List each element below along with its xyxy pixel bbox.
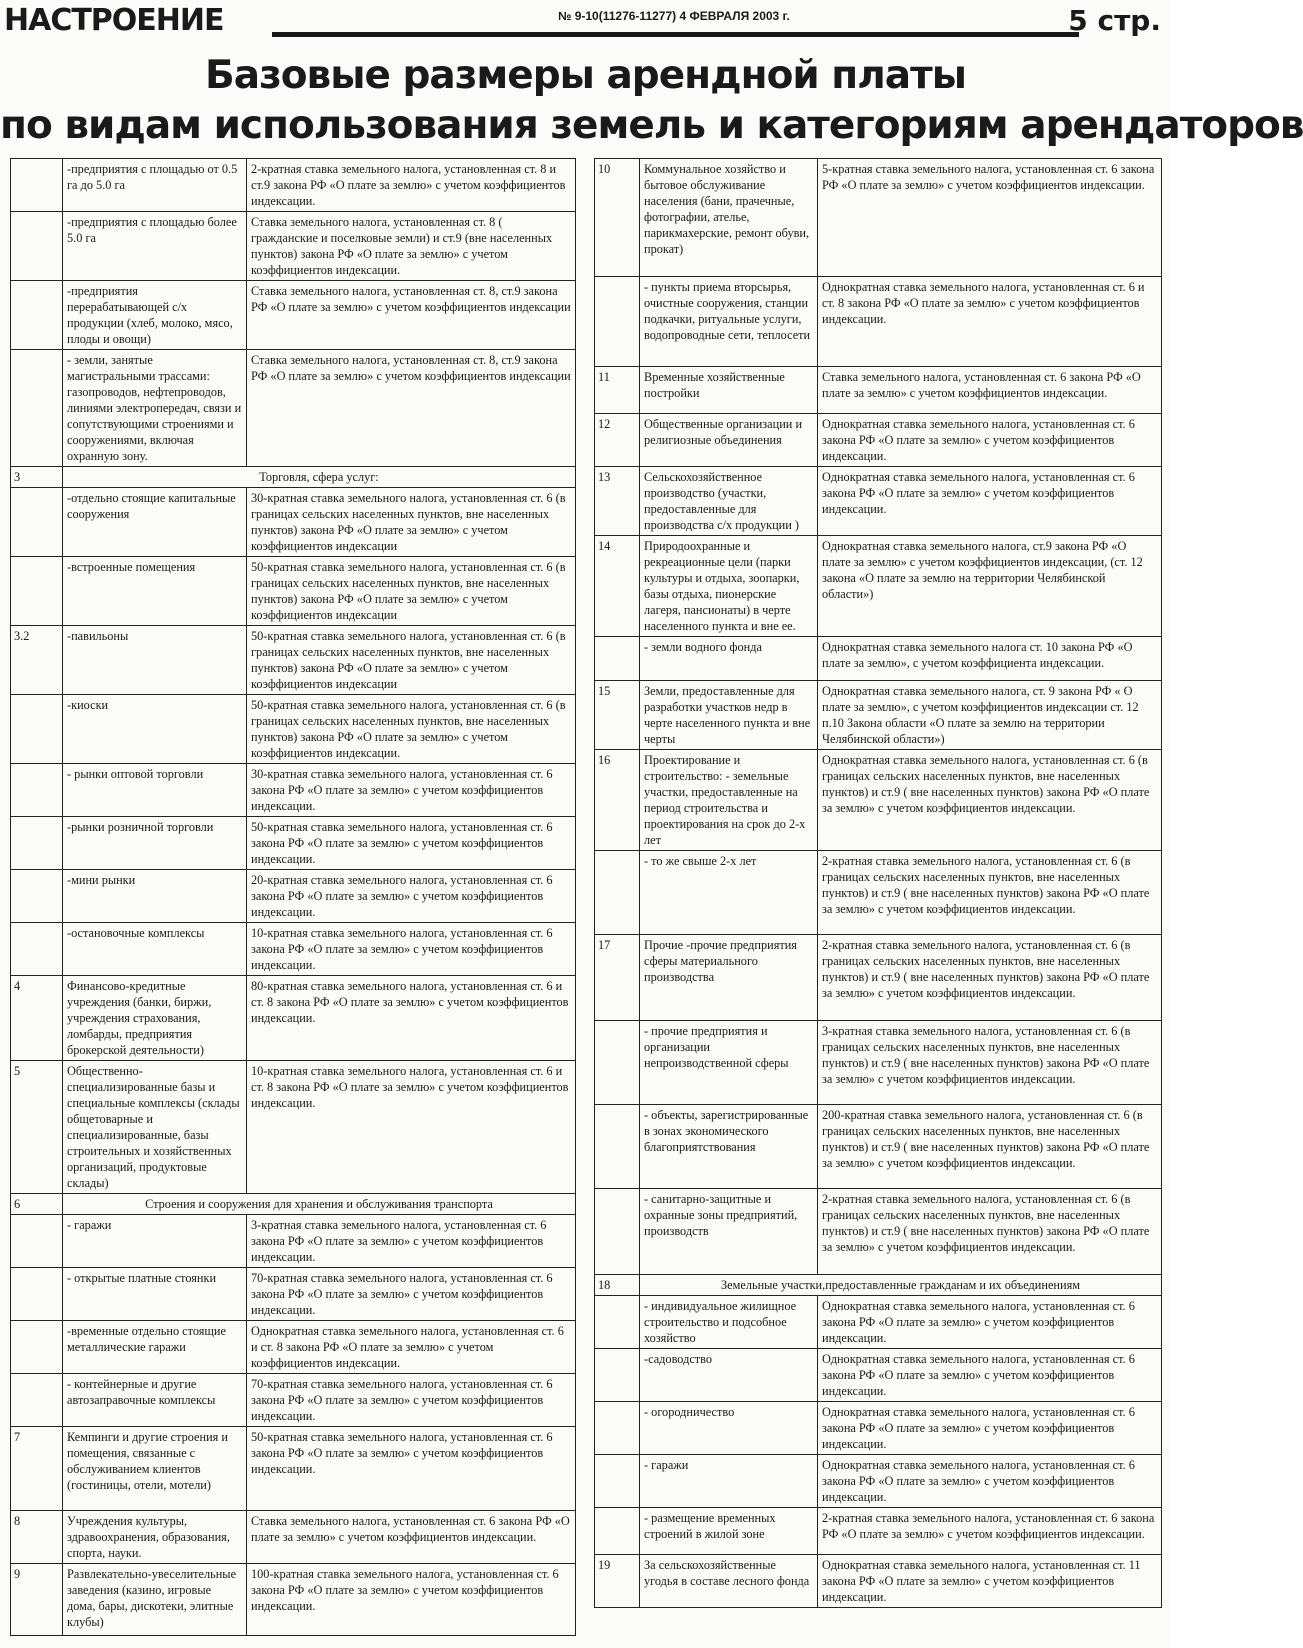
row-number-cell: 10	[595, 159, 640, 277]
rate-cell: Однократная ставка земельного налога, установленная ст. 6 закона РФ «О плате за землю» с учетом коэффициентов индексации.	[818, 1349, 1162, 1402]
rate-cell: Ставка земельного налога, установленная ст. 8, ст.9 закона РФ «О плате за землю» с учетом коэффициентов индексации	[247, 281, 576, 350]
page-number: 5 стр.	[1068, 4, 1161, 37]
land-use-cell: - гаражи	[640, 1455, 818, 1508]
table-row	[595, 1021, 1162, 1105]
land-use-cell: Прочие -прочие предприятия сферы материального производства	[640, 935, 818, 1021]
rate-cell: 50-кратная ставка земельного налога, установленная ст. 6 закона РФ «О плате за землю» с учетом коэффициентов индексации.	[247, 1427, 576, 1511]
land-use-cell: - пункты приема вторсырья, очистные сооружения, станции подкачки, ритуальные услуги, водопроводные сети, теплосети	[640, 277, 818, 367]
row-number-cell: 3	[11, 467, 63, 488]
land-use-cell: Коммунальное хозяйство и бытовое обслуживание населения (бани, прачечные, фотографии, ателье, парикмахерские, ремонт обуви, прокат)	[640, 159, 818, 277]
land-use-cell: Развлекательно-увеселительные заведения (казино, игровые дома, бары, дискотеки, элитные клубы)	[63, 1564, 247, 1636]
rate-cell: Однократная ставка земельного налога, установленная ст. 6 закона РФ «О плате за землю» с учетом коэффициентов индексации.	[818, 1296, 1162, 1349]
table-row	[11, 350, 576, 467]
row-number-cell	[595, 1296, 640, 1349]
table-row	[595, 1296, 1162, 1349]
land-use-cell: Финансово-кредитные учреждения (банки, биржи, учреждения страхования, ломбарды, предприятия брокерской деятельности)	[63, 976, 247, 1061]
row-number-cell	[11, 557, 63, 626]
land-use-cell: -садоводство	[640, 1349, 818, 1402]
row-number-cell: 14	[595, 536, 640, 637]
land-use-cell: -остановочные комплексы	[63, 923, 247, 976]
table-row	[595, 851, 1162, 935]
land-use-cell: - земли водного фонда	[640, 637, 818, 681]
land-use-cell: - санитарно-защитные и охранные зоны предприятий, производств	[640, 1189, 818, 1275]
table-row	[595, 367, 1162, 414]
table-row	[11, 1564, 576, 1636]
row-number-cell: 18	[595, 1275, 640, 1296]
rate-cell: 2-кратная ставка земельного налога, установленная ст. 8 и ст.9 закона РФ «О плате за землю» с учетом коэффициентов индексации.	[247, 159, 576, 212]
right-column	[594, 158, 1162, 1608]
rate-cell: Однократная ставка земельного налога ст. 10 закона РФ «О плате за землю», с учетом коэффициента индексации.	[818, 637, 1162, 681]
rate-cell: 50-кратная ставка земельного налога, установленная ст. 6 (в границах сельских населенных пунктов, вне населенных пунктов) закона РФ «О плате за землю» с учетом коэффициентов индексации.	[247, 695, 576, 764]
table-row	[595, 1105, 1162, 1189]
rate-cell: Однократная ставка земельного налога, установленная ст. 6 (в границах сельских населенных пунктов, вне населенных пунктов) и ст.9 ( вне населенных пунктов) закона РФ «О плате за землю» с учетом коэффициентов индексации.	[818, 750, 1162, 851]
row-number-cell: 4	[11, 976, 63, 1061]
land-use-cell: -временные отдельно стоящие металлические гаражи	[63, 1321, 247, 1374]
rate-cell: Однократная ставка земельного налога, установленная ст. 6 закона РФ «О плате за землю» с учетом коэффициентов индексации.	[818, 1402, 1162, 1455]
row-number-cell: 15	[595, 681, 640, 750]
row-number-cell	[11, 212, 63, 281]
land-use-cell: -предприятия перерабатывающей с/х продукции (хлеб, молоко, мясо, плоды и овощи)	[63, 281, 247, 350]
row-number-cell	[11, 159, 63, 212]
row-number-cell: 17	[595, 935, 640, 1021]
rate-cell: 10-кратная ставка земельного налога, установленная ст. 6 закона РФ «О плате за землю» с учетом коэффициентов индексации.	[247, 923, 576, 976]
table-row	[11, 1321, 576, 1374]
land-use-cell: Проектирование и строительство: - земельные участки, предоставленные на период строительства и проектирования на срок до 2-х лет	[640, 750, 818, 851]
rate-cell: 3-кратная ставка земельного налога, установленная ст. 6 (в границах сельских населенных пунктов, вне населенных пунктов) и ст.9 ( вне населенных пунктов) закона РФ «О плате за землю» с учетом коэффициентов индексации.	[818, 1021, 1162, 1105]
rate-cell: 30-кратная ставка земельного налога, установленная ст. 6 закона РФ «О плате за землю» с учетом коэффициентов индексации.	[247, 764, 576, 817]
row-number-cell	[11, 764, 63, 817]
table-row	[595, 467, 1162, 536]
land-use-cell: - индивидуальное жилищное строительство и подсобное хозяйство	[640, 1296, 818, 1349]
land-use-cell: -павильоны	[63, 626, 247, 695]
land-use-cell: - размещение временных строений в жилой зоне	[640, 1508, 818, 1555]
row-number-cell	[11, 488, 63, 557]
row-number-cell	[11, 1268, 63, 1321]
land-use-cell: - огородничество	[640, 1402, 818, 1455]
rate-cell: 2-кратная ставка земельного налога, установленная ст. 6 закона РФ «О плате за землю» с учетом коэффициентов индексации.	[818, 1508, 1162, 1555]
table-row	[11, 159, 576, 212]
land-use-cell: - земли, занятые магистральными трассами: газопроводов, нефтепроводов, линиями электропередач, связи и сопутствующими строениями и сооружениями, включая охранную зону.	[63, 350, 247, 467]
table-row	[11, 1215, 576, 1268]
table-row	[595, 1349, 1162, 1402]
rate-cell: 10-кратная ставка земельного налога, установленная ст. 6 и ст. 8 закона РФ «О плате за землю» с учетом коэффициентов индексации.	[247, 1061, 576, 1194]
rate-cell: 100-кратная ставка земельного налога, установленная ст. 6 закона РФ «О плате за землю» с учетом коэффициентов индексации.	[247, 1564, 576, 1636]
section-row	[11, 1194, 576, 1215]
land-use-cell: - объекты, зарегистрированные в зонах экономического благоприятствования	[640, 1105, 818, 1189]
land-use-cell: -отдельно стоящие капитальные сооружения	[63, 488, 247, 557]
row-number-cell	[11, 350, 63, 467]
rate-cell: 30-кратная ставка земельного налога, установленная ст. 6 (в границах сельских населенных пунктов, вне населенных пунктов) закона РФ «О плате за землю» с учетом коэффициентов индексации	[247, 488, 576, 557]
rates-table-right	[594, 158, 1162, 1608]
row-number-cell	[11, 870, 63, 923]
table-row	[11, 1268, 576, 1321]
rate-cell: 200-кратная ставка земельного налога, установленная ст. 6 (в границах сельских населенных пунктов, вне населенных пунктов) и ст.9 ( вне населенных пунктов) закона РФ «О плате за землю» с учетом коэффициентов индексации.	[818, 1105, 1162, 1189]
row-number-cell	[11, 1215, 63, 1268]
table-row	[595, 1455, 1162, 1508]
land-use-cell: - гаражи	[63, 1215, 247, 1268]
land-use-cell: -встроенные помещения	[63, 557, 247, 626]
rate-cell: Ставка земельного налога, установленная ст. 8 ( гражданские и поселковые земли) и ст.9 (вне населенных пунктов) закона РФ «О плате за землю» с учетом коэффициентов индексации.	[247, 212, 576, 281]
land-use-cell: За сельскохозяйственные угодья в составе лесного фонда	[640, 1555, 818, 1608]
row-number-cell: 16	[595, 750, 640, 851]
rate-cell: Однократная ставка земельного налога, ст.9 закона РФ «О плате за землю» с учетом коэффициентов индексации, (ст. 12 закона «О плате за землю на территории Челябинской области»)	[818, 536, 1162, 637]
rate-cell: Ставка земельного налога, установленная ст. 6 закона РФ «О плате за землю» с учетом коэффициентов индексации.	[818, 367, 1162, 414]
rate-cell: Однократная ставка земельного налога, установленная ст. 6 и ст. 8 закона РФ «О плате за землю» с учетом коэффициентов индексации.	[818, 277, 1162, 367]
rate-cell: Ставка земельного налога, установленная ст. 8, ст.9 закона РФ «О плате за землю» с учетом коэффициентов индексации	[247, 350, 576, 467]
row-number-cell	[11, 695, 63, 764]
row-number-cell: 19	[595, 1555, 640, 1608]
table-row	[11, 923, 576, 976]
row-number-cell	[595, 277, 640, 367]
land-use-cell: - рынки оптовой торговли	[63, 764, 247, 817]
row-number-cell	[595, 1021, 640, 1105]
section-row	[595, 1275, 1162, 1296]
table-row	[595, 159, 1162, 277]
table-row	[11, 1427, 576, 1511]
table-row	[11, 695, 576, 764]
headline-line-2: по видам использования земель и категориям арендаторов	[0, 103, 1303, 148]
table-row	[11, 626, 576, 695]
land-use-cell: - прочие предприятия и организации непроизводственной сферы	[640, 1021, 818, 1105]
row-number-cell: 12	[595, 414, 640, 467]
land-use-cell: Земли, предоставленные для разработки участков недр в черте населенного пункта и вне черты	[640, 681, 818, 750]
masthead-rule	[272, 32, 1079, 37]
land-use-cell: -предприятия с площадью от 0.5 га до 5.0 га	[63, 159, 247, 212]
section-row	[11, 467, 576, 488]
row-number-cell	[595, 637, 640, 681]
row-number-cell: 6	[11, 1194, 63, 1215]
row-number-cell	[595, 1349, 640, 1402]
section-heading-cell: Земельные участки,предоставленные гражданам и их объединениям	[640, 1275, 1162, 1296]
land-use-cell: Временные хозяйственные постройки	[640, 367, 818, 414]
land-use-cell: - открытые платные стоянки	[63, 1268, 247, 1321]
rate-cell: 50-кратная ставка земельного налога, установленная ст. 6 закона РФ «О плате за землю» с учетом коэффициентов индексации.	[247, 817, 576, 870]
row-number-cell: 8	[11, 1511, 63, 1564]
table-row	[595, 277, 1162, 367]
rate-cell: 3-кратная ставка земельного налога, установленная ст. 6 закона РФ «О плате за землю» с учетом коэффициентов индексации.	[247, 1215, 576, 1268]
section-heading-cell: Строения и сооружения для хранения и обслуживания транспорта	[63, 1194, 576, 1215]
row-number-cell	[11, 1321, 63, 1374]
rate-cell: 50-кратная ставка земельного налога, установленная ст. 6 (в границах сельских населенных пунктов, вне населенных пунктов) закона РФ «О плате за землю» с учетом коэффициентов индексации	[247, 626, 576, 695]
land-use-cell: Общественно-специализированные базы и специальные комплексы (склады общетоварные и специализированные, базы строительных и хозяйственных организаций, продуктовые склады)	[63, 1061, 247, 1194]
land-use-cell: Кемпинги и другие строения и помещения, связанные с обслуживанием клиентов (гостиницы, отели, мотели)	[63, 1427, 247, 1511]
rate-cell: 2-кратная ставка земельного налога, установленная ст. 6 (в границах сельских населенных пунктов, вне населенных пунктов) и ст.9 ( вне населенных пунктов) закона РФ «О плате за землю» с учетом коэффициентов индексации.	[818, 935, 1162, 1021]
table-row	[595, 414, 1162, 467]
left-column	[10, 158, 576, 1636]
rate-cell: Однократная ставка земельного налога, установленная ст. 6 закона РФ «О плате за землю» с учетом коэффициентов индексации.	[818, 1455, 1162, 1508]
land-use-cell: -мини рынки	[63, 870, 247, 923]
table-row	[11, 764, 576, 817]
table-row	[11, 557, 576, 626]
row-number-cell	[595, 1189, 640, 1275]
row-number-cell	[595, 1105, 640, 1189]
land-use-cell: -рынки розничной торговли	[63, 817, 247, 870]
section-heading-cell: Торговля, сфера услуг:	[63, 467, 576, 488]
row-number-cell	[595, 1508, 640, 1555]
rate-cell: 70-кратная ставка земельного налога, установленная ст. 6 закона РФ «О плате за землю» с учетом коэффициентов индексации.	[247, 1268, 576, 1321]
rate-cell: 2-кратная ставка земельного налога, установленная ст. 6 (в границах сельских населенных пунктов, вне населенных пунктов) и ст.9 ( вне населенных пунктов) закона РФ «О плате за землю» с учетом коэффициентов индексации.	[818, 1189, 1162, 1275]
table-row	[11, 281, 576, 350]
row-number-cell	[595, 1402, 640, 1455]
row-number-cell	[595, 851, 640, 935]
table-row	[595, 1402, 1162, 1455]
land-use-cell: -киоски	[63, 695, 247, 764]
table-row	[11, 817, 576, 870]
table-row	[11, 1374, 576, 1427]
row-number-cell: 13	[595, 467, 640, 536]
row-number-cell: 9	[11, 1564, 63, 1636]
table-row	[595, 681, 1162, 750]
rate-cell: 5-кратная ставка земельного налога, установленная ст. 6 закона РФ «О плате за землю» с учетом коэффициентов индексации.	[818, 159, 1162, 277]
table-row	[595, 637, 1162, 681]
row-number-cell: 3.2	[11, 626, 63, 695]
row-number-cell: 11	[595, 367, 640, 414]
rate-cell: 70-кратная ставка земельного налога, установленная ст. 6 закона РФ «О плате за землю» с учетом коэффициентов индексации.	[247, 1374, 576, 1427]
rate-cell: 80-кратная ставка земельного налога, установленная ст. 6 и ст. 8 закона РФ «О плате за землю» с учетом коэффициентов индексации.	[247, 976, 576, 1061]
table-row	[11, 488, 576, 557]
row-number-cell	[595, 1455, 640, 1508]
table-row	[595, 750, 1162, 851]
rate-cell: 50-кратная ставка земельного налога, установленная ст. 6 (в границах сельских населенных пунктов, вне населенных пунктов) закона РФ «О плате за землю» с учетом коэффициентов индексации	[247, 557, 576, 626]
rate-cell: Однократная ставка земельного налога, ст. 9 закона РФ « О плате за землю», с учетом коэффициентов индексации ст. 12 п.10 Закона области «О плате за землю на территории Челябинской области»)	[818, 681, 1162, 750]
land-use-cell: Сельскохозяйственное производство (участки, предоставленные для производства с/х продукции )	[640, 467, 818, 536]
table-row	[595, 1508, 1162, 1555]
table-row	[11, 212, 576, 281]
rate-cell: Ставка земельного налога, установленная ст. 6 закона РФ «О плате за землю» с учетом коэффициентов индексации.	[247, 1511, 576, 1564]
rate-cell: 2-кратная ставка земельного налога, установленная ст. 6 (в границах сельских населенных пунктов, вне населенных пунктов) и ст.9 ( вне населенных пунктов) закона РФ «О плате за землю» с учетом коэффициентов индексации.	[818, 851, 1162, 935]
land-use-cell: Природоохранные и рекреационные цели (парки культуры и отдыха, зоопарки, базы отдыха, пионерские лагеря, пансионаты) в черте населенного пункта и вне ее.	[640, 536, 818, 637]
land-use-cell: Общественные организации и религиозные объединения	[640, 414, 818, 467]
rate-cell: Однократная ставка земельного налога, установленная ст. 6 и ст. 8 закона РФ «О плате за землю» с учетом коэффициентов индексации.	[247, 1321, 576, 1374]
rate-cell: Однократная ставка земельного налога, установленная ст. 6 закона РФ «О плате за землю» с учетом коэффициентов индексации.	[818, 467, 1162, 536]
rate-cell: 20-кратная ставка земельного налога, установленная ст. 6 закона РФ «О плате за землю» с учетом коэффициентов индексации.	[247, 870, 576, 923]
rate-cell: Однократная ставка земельного налога, установленная ст. 6 закона РФ «О плате за землю» с учетом коэффициентов индексации.	[818, 414, 1162, 467]
row-number-cell: 5	[11, 1061, 63, 1194]
rate-cell: Однократная ставка земельного налога, установленная ст. 11 закона РФ «О плате за землю» с учетом коэффициентов индексации.	[818, 1555, 1162, 1608]
table-row	[595, 1555, 1162, 1608]
row-number-cell	[11, 817, 63, 870]
table-row	[595, 536, 1162, 637]
newspaper-name: НАСТРОЕНИЕ	[4, 3, 224, 38]
row-number-cell	[11, 281, 63, 350]
rates-table-left	[10, 158, 576, 1636]
table-row	[595, 935, 1162, 1021]
land-use-cell: Учреждения культуры, здравоохранения, образования, спорта, науки.	[63, 1511, 247, 1564]
table-row	[11, 870, 576, 923]
land-use-cell: - то же свыше 2-х лет	[640, 851, 818, 935]
row-number-cell	[11, 923, 63, 976]
land-use-cell: -предприятия с площадью более 5.0 га	[63, 212, 247, 281]
row-number-cell	[11, 1374, 63, 1427]
headline-line-1: Базовые размеры арендной платы	[205, 53, 966, 98]
table-row	[11, 976, 576, 1061]
land-use-cell: - контейнерные и другие автозаправочные комплексы	[63, 1374, 247, 1427]
row-number-cell: 7	[11, 1427, 63, 1511]
issue-info: № 9-10(11276-11277) 4 ФЕВРАЛЯ 2003 г.	[558, 9, 790, 23]
table-row	[11, 1511, 576, 1564]
table-row	[11, 1061, 576, 1194]
table-row	[595, 1189, 1162, 1275]
masthead	[0, 0, 1171, 50]
